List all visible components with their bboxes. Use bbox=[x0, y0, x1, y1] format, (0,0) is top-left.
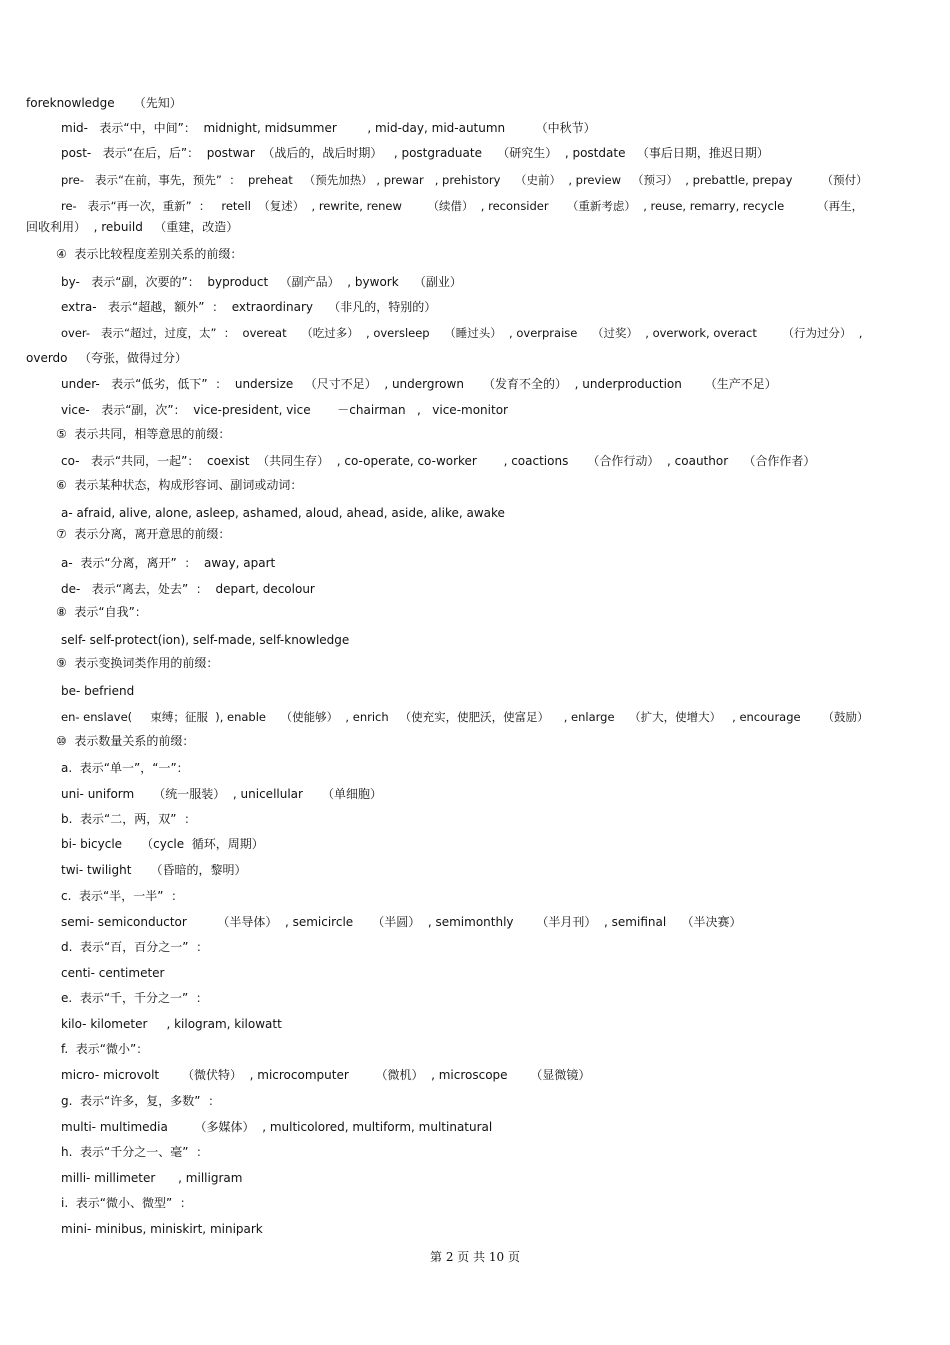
section-heading: ⑥ 表示某种状态，构成形容词、副词或动词： bbox=[56, 478, 303, 492]
text-line: post- 表示“在后，后”： postwar （战后的，战后时期） , postgraduate （研究生） , postdate （事后日期，推迟日期） bbox=[61, 146, 769, 160]
text-line: a- afraid, alive, alone, asleep, ashamed, aloud, ahead, aside, alike, awake bbox=[61, 506, 505, 520]
text-line: multi- multimedia （多媒体） , multicolored, multiform, multinatural bbox=[61, 1120, 493, 1134]
text-line: a- 表示“分离，离开” ： away, apart bbox=[61, 556, 276, 570]
section-heading: ⑨ 表示变换词类作用的前缀： bbox=[56, 656, 219, 670]
text-line: e. 表示“千，千分之一” ： bbox=[61, 991, 208, 1005]
text-line: semi- semiconductor （半导体） , semicircle （半圆） , semimonthly （半月刊） , semifinal （半决赛） bbox=[61, 915, 742, 929]
text-line: f. 表示“微小”： bbox=[61, 1042, 149, 1056]
text-line: kilo- kilometer , kilogram, kilowatt bbox=[61, 1017, 282, 1031]
text-line: d. 表示“百，百分之一” ： bbox=[61, 940, 209, 954]
text-line: a. 表示“单一”，“一”： bbox=[61, 761, 189, 775]
text-line: over- 表示“超过，过度，太” ： overeat （吃过多） , oversleep （睡过头） , overpraise （过奖） , overwork, overact （行为过分） , bbox=[61, 326, 863, 340]
page-number-footer: 第 2 页 共 10 页 bbox=[430, 1250, 520, 1264]
text-line: extra- 表示“超越，额外” ： extraordinary （非凡的，特别的） bbox=[61, 300, 437, 314]
section-heading: ⑦ 表示分离，离开意思的前缀： bbox=[56, 527, 231, 541]
text-line: 回收利用） , rebuild （重建，改造） bbox=[26, 220, 239, 234]
text-line: vice- 表示“副，次”： vice-president, vice －chairman , vice-monitor bbox=[61, 403, 508, 417]
section-heading: ⑤ 表示共同，相等意思的前缀： bbox=[56, 427, 231, 441]
text-line: h. 表示“千分之一、毫” ： bbox=[61, 1145, 209, 1159]
text-line: micro- microvolt （微伏特） , microcomputer （微机） , microscope （显微镜） bbox=[61, 1068, 591, 1082]
text-line: milli- millimeter , milligram bbox=[61, 1171, 243, 1185]
text-line: under- 表示“低劣，低下” ： undersize （尺寸不足） , undergrown （发育不全的） , underproduction （生产不足） bbox=[61, 377, 777, 391]
text-line: foreknowledge （先知） bbox=[26, 96, 182, 110]
text-line: self- self-protect(ion), self-made, self-knowledge bbox=[61, 633, 350, 647]
text-line: b. 表示“二，两，双” ： bbox=[61, 812, 197, 826]
section-heading: ⑧ 表示“自我”： bbox=[56, 605, 147, 619]
text-line: be- befriend bbox=[61, 684, 135, 698]
text-line: centi- centimeter bbox=[61, 966, 165, 980]
text-line: re- 表示“再一次，重新” ： retell （复述） , rewrite, renew （续借） , reconsider （重新考虑） , reuse, remarry, recycle （再生， bbox=[61, 199, 864, 213]
text-line: c. 表示“半，一半” ： bbox=[61, 889, 184, 903]
text-line: twi- twilight （昏暗的，黎明） bbox=[61, 863, 247, 877]
text-line: mini- minibus, miniskirt, minipark bbox=[61, 1222, 263, 1236]
text-line: i. 表示“微小、微型” ： bbox=[61, 1196, 192, 1210]
text-line: de- 表示“离去，处去” ： depart, decolour bbox=[61, 582, 315, 596]
text-line: by- 表示“副，次要的”： byproduct （副产品） , bywork （副业） bbox=[61, 275, 462, 289]
text-line: bi- bicycle （cycle 循环，周期） bbox=[61, 837, 264, 851]
text-line: g. 表示“许多，复，多数” ： bbox=[61, 1094, 221, 1108]
text-line: co- 表示“共同，一起”： coexist （共同生存） , co-operate, co-worker , coactions （合作行动） , coauthor （合作作者） bbox=[61, 454, 816, 468]
section-heading: ⑩ 表示数量关系的前缀： bbox=[56, 734, 195, 748]
text-line: uni- uniform （统一服装） , unicellular （单细胞） bbox=[61, 787, 383, 801]
text-line: pre- 表示“在前，事先，预先” ： preheat （预先加热） , prewar , prehistory （史前） , preview （预习） , prebattle, prepay （预付） bbox=[61, 173, 868, 187]
text-line: overdo （夸张，做得过分） bbox=[26, 351, 187, 365]
text-line: en- enslave( 束缚；征服 ), enable （使能够） , enrich （使充实，使肥沃，使富足） , enlarge （扩大，使增大） , encourage （鼓励） bbox=[61, 710, 869, 724]
text-line: mid- 表示“中，中间”： midnight, midsummer , mid-day, mid-autumn （中秋节） bbox=[61, 121, 596, 135]
section-heading: ④ 表示比较程度差别关系的前缀： bbox=[56, 247, 243, 261]
